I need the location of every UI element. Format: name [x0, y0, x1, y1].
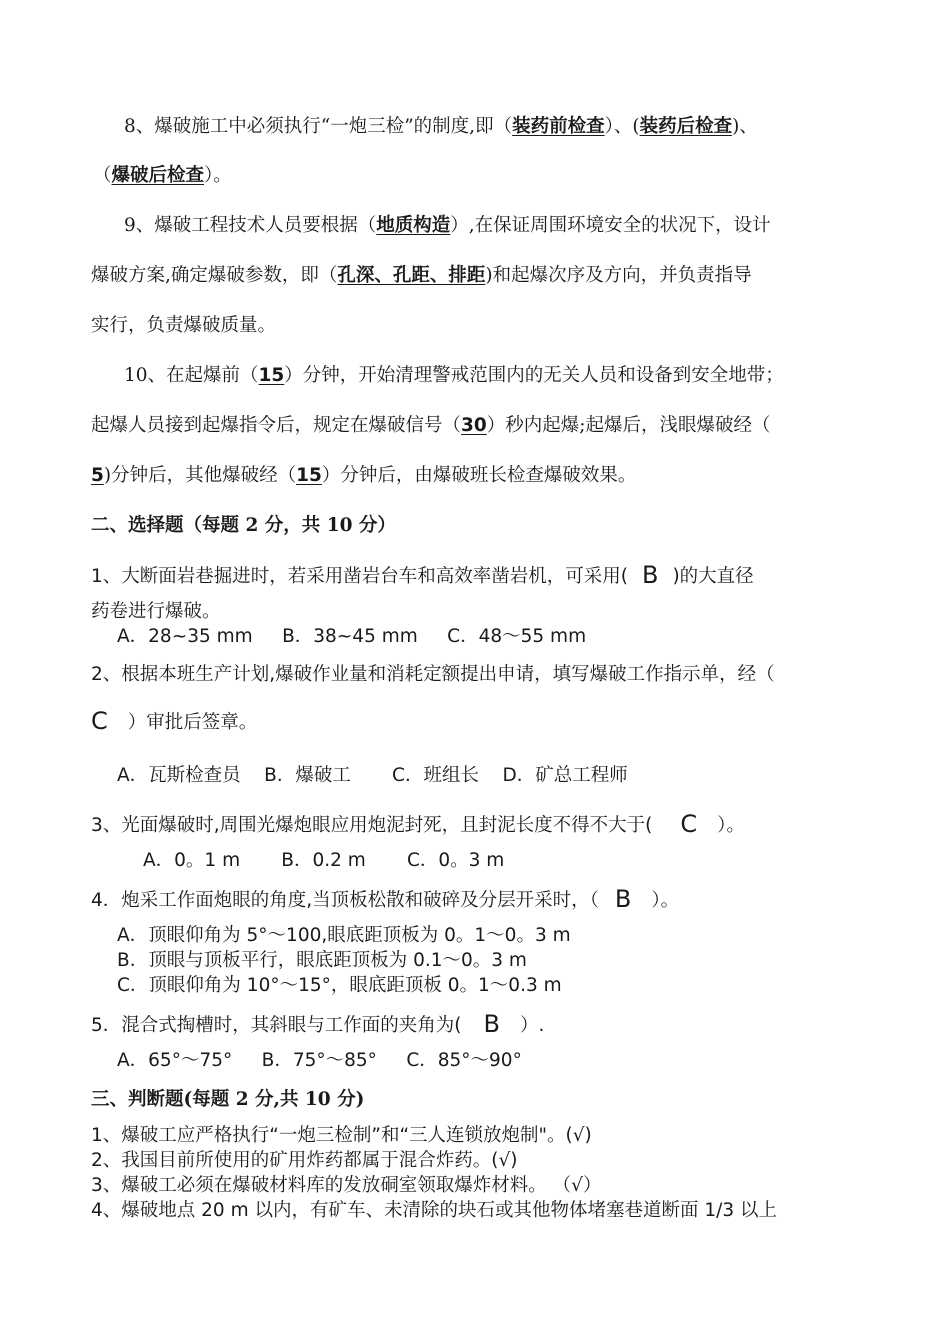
q10-answer-2: 30: [461, 415, 487, 436]
q9-answer-2: 孔深、孔距、排距: [337, 265, 486, 286]
q8-answer-1: 装药前检查: [512, 116, 605, 137]
q10-line-3: 5)分钟后，其他爆破经（15）分钟后，由爆破班长检查爆破效果。: [91, 465, 637, 486]
q10-line-2: 起爆人员接到起爆指令后，规定在爆破信号（30）秒内起爆;起爆后，浅眼爆破经（: [91, 415, 771, 436]
q9-line-3: 实行，负责爆破质量。: [91, 315, 277, 336]
s3-item-2: 2、我国目前所使用的矿用炸药都属于混合炸药。(√): [91, 1150, 518, 1171]
s2-q4-answer: B: [614, 885, 632, 913]
q8-answer-3: 爆破后检查: [111, 165, 205, 186]
s2-q1-answer: B: [642, 561, 659, 589]
s2-q2-answer: C: [91, 707, 108, 735]
q10-line-1: 10、在起爆前（15）分钟，开始清理警戒范围内的无关人员和设备到安全地带；: [124, 365, 784, 386]
q9-answer-1: 地质构造: [376, 215, 451, 236]
s2-q2-line-2: C ）审批后签章。: [91, 707, 258, 735]
s2-q1-line-1: 1、大断面岩巷掘进时，若采用凿岩台车和高效率凿岩机，可采用( B )的大直径: [91, 561, 754, 589]
s2-q3-line-1: 3、光面爆破时,周围光爆炮眼应用炮泥封死，且封泥长度不得不大于( C ）。: [91, 810, 745, 838]
q9-line-1: 9、爆破工程技术人员要根据（地质构造）,在保证周围环境安全的状况下，设计: [124, 215, 771, 236]
s2-q5-line-1: 5．混合式掏槽时，其斜眼与工作面的夹角为( B ）.: [91, 1010, 545, 1038]
s2-q2-options: A．瓦斯检查员 B．爆破工 C．班组长 D．矿总工程师: [117, 765, 628, 786]
s2-q5-options: A．65°～75° B．75°～85° C．85°～90°: [117, 1050, 522, 1071]
s2-q4-option-c: C．顶眼仰角为 10°～15°，眼底距顶板 0。1～0.3 m: [117, 975, 562, 996]
section3-heading: 三、判断题(每题 2 分,共 10 分): [91, 1089, 365, 1110]
s2-q2-line-1: 2、根据本班生产计划,爆破作业量和消耗定额提出申请，填写爆破工作指示单，经（: [91, 664, 775, 685]
s2-q4-option-b: B．顶眼与顶板平行，眼底距顶板为 0.1～0。3 m: [117, 950, 527, 971]
s2-q3-options: A．0。1 m B．0.2 m C．0。3 m: [143, 850, 505, 871]
s3-item-4: 4、爆破地点 20 m 以内，有矿车、未清除的块石或其他物体堵塞巷道断面 1/3 以上: [91, 1200, 778, 1221]
q8-line-2: （爆破后检查）。: [93, 165, 232, 186]
q10-answer-3: 5: [91, 465, 104, 486]
s2-q1-options: A．28~35 mm B．38~45 mm C．48～55 mm: [117, 626, 587, 647]
s2-q4-option-a: A．顶眼仰角为 5°～100,眼底距顶板为 0。1～0。3 m: [117, 925, 571, 946]
s3-item-1: 1、爆破工应严格执行“一炮三检制”和“三人连锁放炮制"。(√): [91, 1125, 592, 1146]
q10-answer-4: 15: [296, 465, 322, 486]
q10-answer-1: 15: [258, 365, 285, 386]
s2-q3-answer: C: [680, 810, 698, 838]
q8-answer-2: 装药后检查: [639, 116, 733, 137]
s3-item-3: 3、爆破工必须在爆破材料库的发放硐室领取爆炸材料。 （√）: [91, 1175, 602, 1196]
s2-q5-answer: B: [483, 1010, 500, 1038]
q9-line-2: 爆破方案,确定爆破参数，即（孔深、孔距、排距)和起爆次序及方向，并负责指导: [91, 265, 752, 286]
s2-q1-line-2: 药卷进行爆破。: [91, 601, 221, 622]
s2-q4-line-1: 4．炮采工作面炮眼的角度,当顶板松散和破碎及分层开采时，（ B ）。: [91, 885, 680, 913]
q8-line-1: 8、爆破施工中必须执行“一炮三检”的制度,即（装药前检查）、(装药后检查)、: [124, 116, 758, 137]
section2-heading: 二、选择题（每题 2 分，共 10 分）: [91, 515, 396, 536]
